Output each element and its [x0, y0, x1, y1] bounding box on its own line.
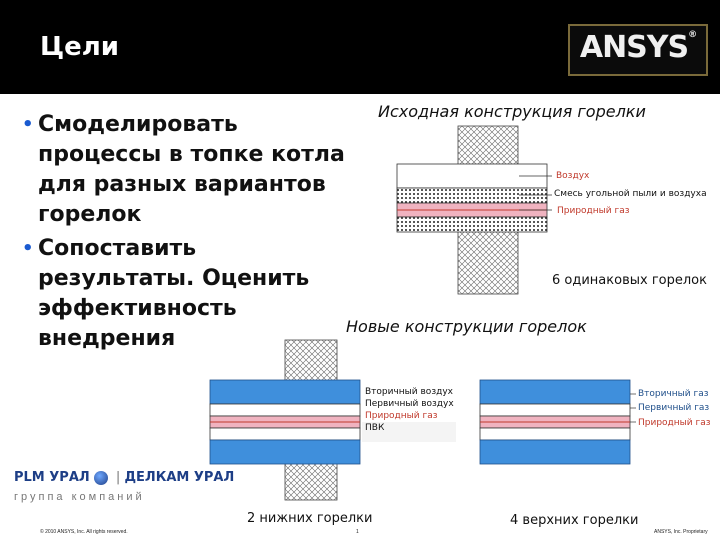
mix-channel [397, 188, 547, 203]
goal-text: Смоделировать процессы в топке котла для разных вариантов горелок [38, 112, 345, 227]
label-gas-right: Природный газ [638, 418, 711, 428]
mix-channel-lower [397, 217, 547, 232]
label-gas-left: Природный газ [365, 411, 438, 421]
primary-gas-channel-lower [480, 428, 630, 440]
secondary-gas-channel-lower [480, 440, 630, 464]
original-caption: 6 одинаковых горелок [552, 273, 707, 288]
footer-copyright: © 2010 ANSYS, Inc. All rights reserved. [40, 529, 128, 535]
separator: | [115, 470, 121, 485]
secondary-air-channel [210, 380, 360, 404]
secondary-air-channel-lower [210, 440, 360, 464]
label-pvk: ПВК [365, 423, 385, 433]
original-burner-diagram [397, 126, 552, 294]
partner-logo [14, 470, 234, 514]
label-mix: Смесь угольной пыли и воздуха [554, 189, 707, 199]
label-gas: Природный газ [557, 206, 630, 216]
bullet-icon: • [22, 114, 34, 135]
globe-icon [94, 471, 108, 485]
primary-air-channel-lower [210, 428, 360, 440]
partner-left-text: PLM УРАЛ [14, 470, 90, 485]
label-primary-gas: Первичный газ [638, 403, 710, 413]
goal-text: Сопоставить результаты. Оценить эффективность внедрения [38, 236, 310, 351]
secondary-gas-channel [480, 380, 630, 404]
label-primary-air: Первичный воздух [365, 399, 454, 409]
partner-right-text: ДЕЛКАМ УРАЛ [124, 470, 235, 485]
primary-gas-channel [480, 404, 630, 416]
original-burner-title: Исходная конструкция горелки [378, 102, 646, 121]
label-air: Воздух [556, 171, 590, 181]
new-burner-right-diagram [480, 380, 636, 464]
left-caption: 2 нижних горелки [247, 511, 373, 526]
bullet-icon: • [22, 238, 34, 259]
primary-air-channel [210, 404, 360, 416]
footer-proprietary: ANSYS, Inc. Proprietary [654, 529, 708, 535]
footer-page-number: 1 [356, 529, 359, 535]
page-title: Цели [40, 32, 120, 62]
logo-registered-mark: ® [688, 30, 697, 40]
label-secondary-air: Вторичный воздух [365, 387, 453, 397]
right-caption: 4 верхних горелки [510, 513, 639, 528]
label-secondary-gas: Вторичный газ [638, 389, 709, 399]
logo-text: ANSYS [579, 30, 689, 65]
new-designs-title: Новые конструкции горелок [346, 317, 587, 336]
partner-subtitle: группа компаний [14, 491, 145, 503]
